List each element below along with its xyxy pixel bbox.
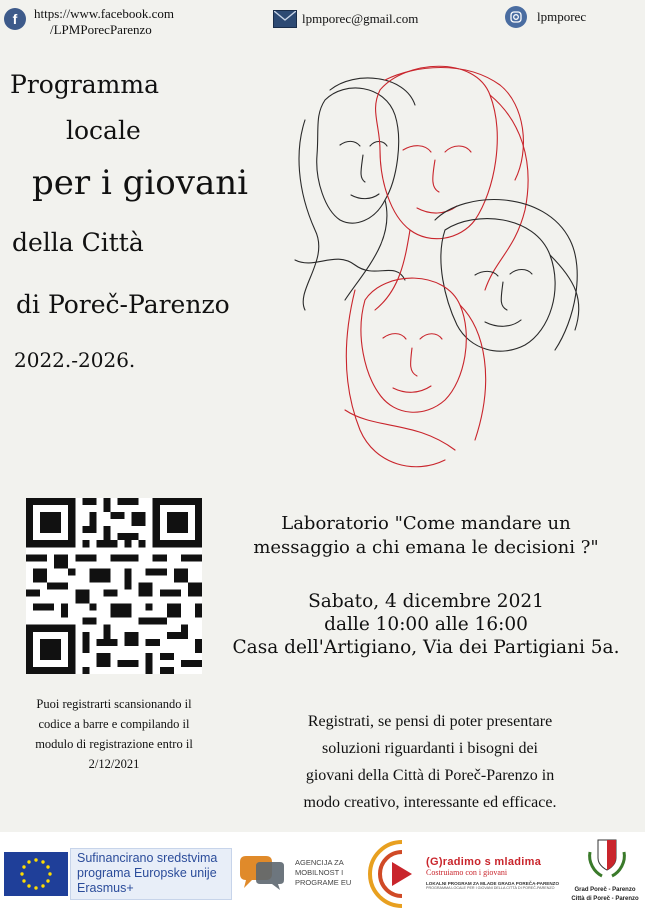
- agency-line-2: MOBILNOST I: [295, 868, 344, 877]
- facebook-url-line2: /LPMPorecParenzo: [50, 22, 152, 37]
- invitation-line-4: modo creativo, interessante ed efficace.: [303, 794, 557, 811]
- instagram-handle[interactable]: lpmporec: [537, 9, 587, 24]
- eu-cofunding-text: [70, 848, 232, 900]
- face-dark-left: [295, 78, 415, 310]
- event-name-line-1: Laboratorio "Come mandare un: [281, 513, 571, 534]
- facebook-icon[interactable]: f: [4, 8, 26, 30]
- agency-name: [295, 858, 351, 888]
- event-details: [210, 590, 642, 659]
- event-date: Sabato, 4 dicembre 2021: [308, 591, 544, 612]
- agency-line-1: AGENCIJA ZA: [295, 858, 344, 867]
- event-place: Casa dell'Artigiano, Via dei Partigiani 5a.: [232, 637, 620, 658]
- gradimo-logo-icon: [362, 836, 424, 912]
- title-line-5: di Poreč-Parenzo: [16, 290, 230, 319]
- event-time: dalle 10:00 alle 16:00: [324, 614, 528, 635]
- facebook-link[interactable]: [34, 6, 174, 38]
- eu-line-3: Erasmus+: [77, 881, 134, 895]
- gradimo-small-2: PROGRAMMA LOCALE PER I GIOVANI DELLA CITTÀ DI POREČ-PARENZO: [426, 886, 555, 890]
- email-link[interactable]: lpmporec@gmail.com: [302, 11, 419, 26]
- city-name: [566, 886, 644, 904]
- face-red-bottom: [345, 278, 486, 467]
- faces-line-art: [285, 60, 585, 480]
- gradimo-title: (G)radimo s mladima: [426, 856, 542, 868]
- event-name-line-2: messaggio a chi emana le decisioni ?": [253, 537, 599, 558]
- face-dark-right: [435, 200, 579, 352]
- email-icon: [273, 10, 297, 28]
- invitation-line-3: giovani della Città di Poreč-Parenzo in: [305, 767, 555, 784]
- eu-line-1: Sufinancirano sredstvima: [77, 851, 218, 865]
- event-name: [210, 512, 642, 560]
- gradimo-text: [426, 856, 560, 890]
- agency-logo-icon: [236, 852, 288, 892]
- title-years: 2022.-2026.: [14, 348, 136, 372]
- qr-caption: [10, 694, 218, 774]
- city-line-1: Grad Poreč - Parenzo: [574, 887, 636, 893]
- title-line-2: locale: [66, 116, 141, 145]
- city-coat-of-arms-icon: [584, 836, 630, 882]
- title-line-3: per i giovani: [32, 163, 248, 203]
- invitation-line-1: Registrati, se pensi di poter presentare: [307, 713, 553, 730]
- qr-caption-line-1: Puoi registrarti scansionando il: [36, 697, 192, 711]
- city-line-2: Città di Poreč - Parenzo: [571, 896, 639, 902]
- registration-qr-code[interactable]: [26, 498, 202, 674]
- eu-line-2: programa Europske unije: [77, 866, 217, 880]
- invitation-line-2: soluzioni riguardanti i bisogni dei: [322, 740, 538, 757]
- qr-caption-line-4: 2/12/2021: [88, 757, 140, 771]
- agency-line-3: PROGRAME EU: [295, 878, 352, 887]
- qr-caption-line-2: codice a barre e compilando il: [38, 717, 190, 731]
- gradimo-subtitle: Costruiamo con i giovani: [426, 868, 508, 877]
- face-red-center: [375, 66, 528, 310]
- qr-caption-line-3: modulo di registrazione entro il: [35, 737, 193, 751]
- eu-flag-logo: [4, 852, 68, 896]
- instagram-icon[interactable]: [505, 6, 527, 28]
- title-line-1: Programma: [10, 70, 159, 99]
- invitation-text: [240, 708, 620, 816]
- facebook-url-line1: https://www.facebook.com: [34, 6, 174, 21]
- title-line-4: della Città: [12, 228, 144, 257]
- gradimo-small-1: LOKALNI PROGRAM ZA MLADE GRADA POREČA-PARENZO: [426, 881, 560, 886]
